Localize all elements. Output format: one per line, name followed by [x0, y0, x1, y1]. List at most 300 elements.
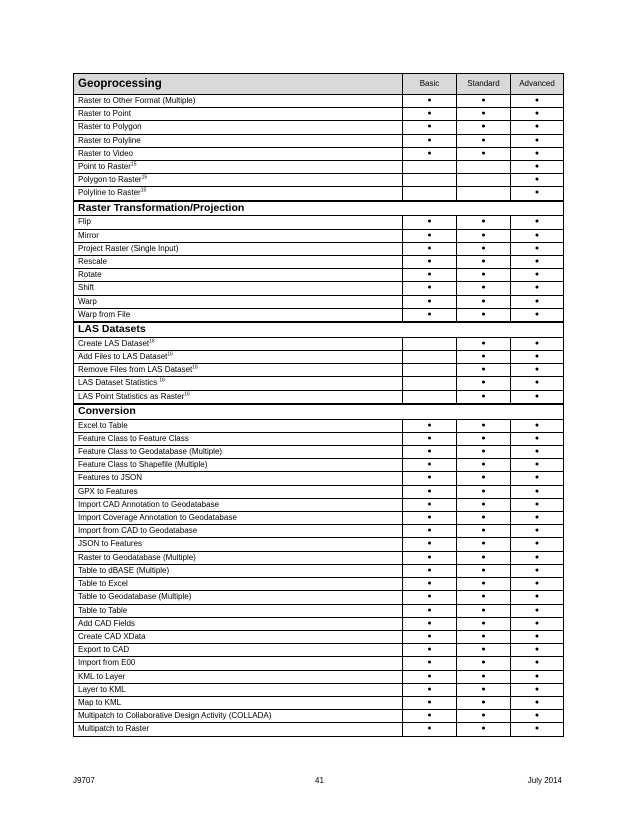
bullet-icon: ●	[481, 258, 486, 266]
table-row	[74, 617, 564, 630]
bullet-icon: ●	[427, 97, 432, 104]
bullet-icon: ●	[481, 685, 486, 693]
bullet-icon: ●	[481, 136, 486, 144]
table-row	[74, 472, 564, 485]
tool-name: Create LAS Dataset	[78, 338, 150, 348]
table-row	[74, 174, 564, 187]
availability-basic-cell	[403, 512, 457, 525]
availability-advanced-cell	[511, 216, 564, 229]
bullet-icon: ●	[481, 149, 486, 157]
tool-name-cell	[74, 187, 403, 201]
bullet-icon: ●	[481, 632, 486, 640]
footnote-ref: 16	[167, 351, 173, 358]
section-heading-row	[74, 404, 564, 419]
bullet-icon: ●	[481, 353, 486, 361]
footnote-ref: 16	[184, 391, 190, 397]
table-row	[74, 630, 564, 643]
table-row	[74, 95, 564, 108]
bullet-icon: ●	[534, 339, 540, 347]
availability-standard-cell	[457, 337, 511, 350]
tool-name-cell	[74, 419, 403, 432]
availability-basic-cell	[403, 525, 457, 538]
availability-standard-cell	[457, 630, 511, 643]
availability-basic-cell	[403, 538, 457, 551]
availability-standard-cell	[457, 551, 511, 564]
bullet-icon: ●	[534, 672, 540, 680]
bullet-icon: ●	[534, 310, 540, 318]
bullet-icon: ●	[481, 474, 486, 482]
bullet-icon: ●	[481, 461, 486, 469]
column-header-basic: Basic	[403, 74, 457, 95]
tool-name: Warp from File	[78, 309, 131, 319]
tool-name: Import from E00	[78, 658, 136, 668]
tool-name: Features to JSON	[78, 473, 143, 483]
table-row	[74, 229, 564, 242]
availability-advanced-cell	[511, 564, 564, 577]
bullet-icon: ●	[427, 310, 432, 318]
availability-basic-cell	[403, 432, 457, 445]
availability-standard-cell	[457, 390, 511, 404]
footer-page-number: 41	[315, 776, 324, 785]
bullet-icon: ●	[427, 514, 432, 522]
tool-name: Import Coverage Annotation to Geodatabase	[78, 513, 237, 523]
tool-name-cell	[74, 498, 403, 511]
bullet-icon: ●	[481, 646, 486, 654]
availability-advanced-cell	[511, 147, 564, 160]
availability-standard-cell	[457, 147, 511, 160]
tool-name: Raster to Video	[78, 148, 133, 158]
tool-name: LAS Dataset Statistics	[78, 378, 160, 388]
availability-standard-cell	[457, 723, 511, 736]
tool-name-cell	[74, 308, 403, 322]
bullet-icon: ●	[534, 685, 540, 693]
table-row	[74, 578, 564, 591]
bullet-icon: ●	[427, 461, 432, 469]
tool-name-cell	[74, 696, 403, 709]
availability-standard-cell	[457, 269, 511, 282]
availability-standard-cell	[457, 229, 511, 242]
footnote-ref: 15	[141, 174, 148, 181]
tool-name: Table to Excel	[78, 579, 128, 589]
bullet-icon: ●	[534, 392, 540, 400]
availability-advanced-cell	[511, 485, 564, 498]
bullet-icon: ●	[481, 244, 486, 252]
section-heading: LAS Datasets	[74, 322, 564, 337]
availability-advanced-cell	[511, 351, 564, 364]
bullet-icon: ●	[427, 487, 432, 495]
availability-basic-cell	[403, 187, 457, 201]
tool-name: Add Files to LAS Dataset	[78, 352, 168, 362]
bullet-icon: ●	[534, 514, 540, 522]
table-row	[74, 242, 564, 255]
table-row	[74, 108, 564, 121]
tool-name-cell	[74, 723, 403, 736]
tool-name: Feature Class to Feature Class	[78, 433, 189, 443]
bullet-icon: ●	[427, 672, 432, 680]
bullet-icon: ●	[481, 110, 486, 118]
availability-standard-cell	[457, 174, 511, 187]
table-row	[74, 446, 564, 459]
tool-name: Raster to Other Format (Multiple)	[78, 96, 196, 105]
bullet-icon: ●	[427, 231, 432, 239]
bullet-icon: ●	[534, 421, 540, 429]
bullet-icon: ●	[534, 698, 540, 706]
availability-basic-cell	[403, 229, 457, 242]
table-row	[74, 161, 564, 174]
bullet-icon: ●	[481, 97, 486, 104]
section-heading: Conversion	[74, 404, 564, 419]
availability-advanced-cell	[511, 390, 564, 404]
bullet-icon: ●	[534, 487, 540, 495]
tool-name: Raster to Point	[78, 109, 131, 119]
table-row	[74, 364, 564, 377]
bullet-icon: ●	[481, 284, 486, 292]
table-row	[74, 525, 564, 538]
availability-standard-cell	[457, 696, 511, 709]
tool-name-cell	[74, 256, 403, 269]
availability-basic-cell	[403, 295, 457, 308]
bullet-icon: ●	[427, 149, 432, 157]
availability-basic-cell	[403, 308, 457, 322]
bullet-icon: ●	[534, 231, 540, 239]
tool-name: Polygon to Raster	[78, 175, 142, 185]
bullet-icon: ●	[427, 434, 432, 442]
bullet-icon: ●	[427, 566, 432, 574]
availability-advanced-cell	[511, 696, 564, 709]
bullet-icon: ●	[481, 540, 486, 548]
availability-basic-cell	[403, 657, 457, 670]
bullet-icon: ●	[534, 434, 540, 442]
tool-name: Warp	[78, 296, 97, 306]
tool-name-cell	[74, 630, 403, 643]
availability-advanced-cell	[511, 269, 564, 282]
availability-basic-cell	[403, 216, 457, 229]
tool-name: GPX to Features	[78, 486, 138, 496]
bullet-icon: ●	[481, 448, 486, 456]
tool-name: Multipatch to Collaborative Design Activity (COLLADA)	[78, 711, 272, 721]
bullet-icon: ●	[481, 339, 486, 347]
bullet-icon: ●	[534, 553, 540, 561]
bullet-icon: ●	[534, 500, 540, 508]
section-heading-row	[74, 201, 564, 216]
bullet-icon: ●	[481, 500, 486, 508]
table-row	[74, 308, 564, 322]
availability-advanced-cell	[511, 364, 564, 377]
availability-basic-cell	[403, 670, 457, 683]
bullet-icon: ●	[427, 244, 432, 252]
bullet-icon: ●	[534, 593, 540, 601]
table-row	[74, 337, 564, 350]
availability-standard-cell	[457, 419, 511, 432]
availability-advanced-cell	[511, 187, 564, 201]
tool-name-cell	[74, 295, 403, 308]
bullet-icon: ●	[534, 619, 540, 627]
tool-name-cell	[74, 216, 403, 229]
availability-advanced-cell	[511, 446, 564, 459]
tool-name: Excel to Table	[78, 420, 128, 430]
tool-name-cell	[74, 472, 403, 485]
availability-advanced-cell	[511, 161, 564, 174]
availability-advanced-cell	[511, 472, 564, 485]
table-row	[74, 696, 564, 709]
bullet-icon: ●	[481, 392, 486, 400]
bullet-icon: ●	[534, 712, 540, 720]
bullet-icon: ●	[427, 725, 432, 733]
availability-basic-cell	[403, 683, 457, 696]
tool-name: Table to Geodatabase (Multiple)	[78, 592, 192, 602]
tool-name-cell	[74, 512, 403, 525]
table-row	[74, 723, 564, 736]
availability-basic-cell	[403, 485, 457, 498]
bullet-icon: ●	[427, 500, 432, 508]
availability-basic-cell	[403, 134, 457, 147]
bullet-icon: ●	[427, 110, 432, 118]
table-row	[74, 512, 564, 525]
availability-advanced-cell	[511, 525, 564, 538]
column-header-standard: Standard	[457, 74, 511, 95]
bullet-icon: ●	[481, 218, 486, 226]
tool-name-cell	[74, 683, 403, 696]
availability-advanced-cell	[511, 121, 564, 134]
availability-advanced-cell	[511, 95, 564, 108]
tool-name-cell	[74, 229, 403, 242]
table-row	[74, 377, 564, 390]
bullet-icon: ●	[427, 606, 432, 614]
footer-doc-id: J9707	[73, 776, 95, 785]
table-row	[74, 564, 564, 577]
availability-advanced-cell	[511, 591, 564, 604]
tool-name-cell	[74, 377, 403, 390]
tool-name-cell	[74, 147, 403, 160]
table-row	[74, 485, 564, 498]
availability-standard-cell	[457, 498, 511, 511]
availability-advanced-cell	[511, 108, 564, 121]
bullet-icon: ●	[427, 271, 432, 279]
availability-advanced-cell	[511, 538, 564, 551]
bullet-icon: ●	[427, 258, 432, 266]
availability-advanced-cell	[511, 337, 564, 350]
bullet-icon: ●	[534, 123, 540, 131]
bullet-icon: ●	[481, 421, 486, 429]
tool-name-cell	[74, 617, 403, 630]
bullet-icon: ●	[534, 97, 540, 104]
availability-standard-cell	[457, 187, 511, 201]
tool-name: KML to Layer	[78, 671, 126, 681]
availability-basic-cell	[403, 121, 457, 134]
availability-basic-cell	[403, 617, 457, 630]
tool-name-cell	[74, 538, 403, 551]
table-row	[74, 683, 564, 696]
bullet-icon: ●	[534, 136, 540, 144]
availability-standard-cell	[457, 351, 511, 364]
bullet-icon: ●	[534, 540, 540, 548]
bullet-icon: ●	[481, 712, 486, 720]
bullet-icon: ●	[427, 540, 432, 548]
availability-advanced-cell	[511, 419, 564, 432]
section-heading-row	[74, 322, 564, 337]
bullet-icon: ●	[481, 366, 486, 374]
tool-name-cell	[74, 432, 403, 445]
availability-advanced-cell	[511, 295, 564, 308]
availability-standard-cell	[457, 459, 511, 472]
footnote-ref: 15	[130, 161, 137, 168]
availability-standard-cell	[457, 670, 511, 683]
availability-standard-cell	[457, 95, 511, 108]
table-row	[74, 591, 564, 604]
tool-name: Polyline to Raster	[78, 188, 141, 198]
tool-name-cell	[74, 134, 403, 147]
availability-advanced-cell	[511, 308, 564, 322]
footnote-ref: 15	[140, 187, 147, 194]
availability-standard-cell	[457, 295, 511, 308]
table-row	[74, 216, 564, 229]
bullet-icon: ●	[534, 632, 540, 640]
tool-name-cell	[74, 710, 403, 723]
bullet-icon: ●	[481, 271, 486, 279]
availability-standard-cell	[457, 242, 511, 255]
availability-advanced-cell	[511, 498, 564, 511]
availability-basic-cell	[403, 696, 457, 709]
table-row	[74, 295, 564, 308]
bullet-icon: ●	[481, 527, 486, 535]
bullet-icon: ●	[534, 284, 540, 292]
availability-advanced-cell	[511, 644, 564, 657]
tool-name: LAS Point Statistics as Raster	[78, 391, 185, 401]
bullet-icon: ●	[534, 527, 540, 535]
availability-standard-cell	[457, 377, 511, 390]
availability-advanced-cell	[511, 710, 564, 723]
availability-basic-cell	[403, 472, 457, 485]
bullet-icon: ●	[534, 379, 540, 387]
tool-name: Flip	[78, 217, 91, 227]
bullet-icon: ●	[481, 698, 486, 706]
availability-standard-cell	[457, 525, 511, 538]
availability-advanced-cell	[511, 282, 564, 295]
availability-standard-cell	[457, 617, 511, 630]
availability-advanced-cell	[511, 242, 564, 255]
table-row	[74, 604, 564, 617]
bullet-icon: ●	[427, 136, 432, 144]
availability-basic-cell	[403, 174, 457, 187]
availability-standard-cell	[457, 472, 511, 485]
bullet-icon: ●	[481, 379, 486, 387]
section-heading: Raster Transformation/Projection	[74, 201, 564, 216]
footer-date: July 2014	[527, 776, 562, 785]
table-row	[74, 551, 564, 564]
tool-name-cell	[74, 578, 403, 591]
availability-advanced-cell	[511, 723, 564, 736]
table-row	[74, 390, 564, 404]
tool-name-cell	[74, 282, 403, 295]
availability-standard-cell	[457, 591, 511, 604]
tool-name-cell	[74, 670, 403, 683]
tool-name: Map to KML	[78, 697, 122, 707]
availability-basic-cell	[403, 591, 457, 604]
availability-standard-cell	[457, 446, 511, 459]
tool-name: JSON to Features	[78, 539, 143, 549]
tool-name: Rescale	[78, 257, 107, 267]
availability-standard-cell	[457, 308, 511, 322]
availability-standard-cell	[457, 683, 511, 696]
bullet-icon: ●	[427, 593, 432, 601]
tool-name-cell	[74, 269, 403, 282]
tool-name-cell	[74, 121, 403, 134]
table-row	[74, 498, 564, 511]
availability-basic-cell	[403, 256, 457, 269]
bullet-icon: ●	[427, 297, 432, 305]
bullet-icon: ●	[481, 725, 486, 733]
bullet-icon: ●	[427, 553, 432, 561]
availability-standard-cell	[457, 282, 511, 295]
tool-name: Remove Files from LAS Dataset	[78, 365, 193, 375]
bullet-icon: ●	[427, 646, 432, 654]
availability-standard-cell	[457, 578, 511, 591]
tool-name: Multipatch to Raster	[78, 724, 150, 734]
table-row	[74, 538, 564, 551]
availability-advanced-cell	[511, 578, 564, 591]
table-row	[74, 670, 564, 683]
availability-basic-cell	[403, 108, 457, 121]
bullet-icon: ●	[427, 123, 432, 131]
bullet-icon: ●	[481, 231, 486, 239]
tool-name-cell	[74, 564, 403, 577]
availability-advanced-cell	[511, 630, 564, 643]
bullet-icon: ●	[534, 110, 540, 118]
table-row	[74, 419, 564, 432]
availability-basic-cell	[403, 551, 457, 564]
bullet-icon: ●	[427, 448, 432, 456]
availability-standard-cell	[457, 432, 511, 445]
availability-advanced-cell	[511, 432, 564, 445]
tool-name: Project Raster (Single Input)	[78, 243, 179, 253]
bullet-icon: ●	[427, 527, 432, 535]
availability-advanced-cell	[511, 174, 564, 187]
bullet-icon: ●	[481, 434, 486, 442]
table-row	[74, 256, 564, 269]
availability-advanced-cell	[511, 229, 564, 242]
tool-name-cell	[74, 604, 403, 617]
bullet-icon: ●	[427, 474, 432, 482]
availability-basic-cell	[403, 269, 457, 282]
availability-advanced-cell	[511, 657, 564, 670]
tool-name: Rotate	[78, 270, 102, 280]
bullet-icon: ●	[534, 646, 540, 654]
table-header-row	[74, 74, 564, 95]
availability-advanced-cell	[511, 683, 564, 696]
bullet-icon: ●	[534, 218, 540, 226]
availability-basic-cell	[403, 390, 457, 404]
bullet-icon: ●	[427, 685, 432, 693]
bullet-icon: ●	[481, 297, 486, 305]
tool-name: Raster to Geodatabase (Multiple)	[78, 552, 196, 562]
availability-advanced-cell	[511, 134, 564, 147]
tool-name-cell	[74, 485, 403, 498]
bullet-icon: ●	[534, 189, 540, 197]
tool-name-cell	[74, 446, 403, 459]
table-row	[74, 187, 564, 201]
tool-name-cell	[74, 551, 403, 564]
availability-basic-cell	[403, 147, 457, 160]
availability-standard-cell	[457, 134, 511, 147]
table-body	[74, 95, 564, 737]
bullet-icon: ●	[534, 149, 540, 157]
availability-standard-cell	[457, 604, 511, 617]
bullet-icon: ●	[534, 566, 540, 574]
bullet-icon: ●	[427, 698, 432, 706]
tool-name-cell	[74, 161, 403, 174]
tool-name: Layer to KML	[78, 684, 126, 694]
availability-basic-cell	[403, 564, 457, 577]
